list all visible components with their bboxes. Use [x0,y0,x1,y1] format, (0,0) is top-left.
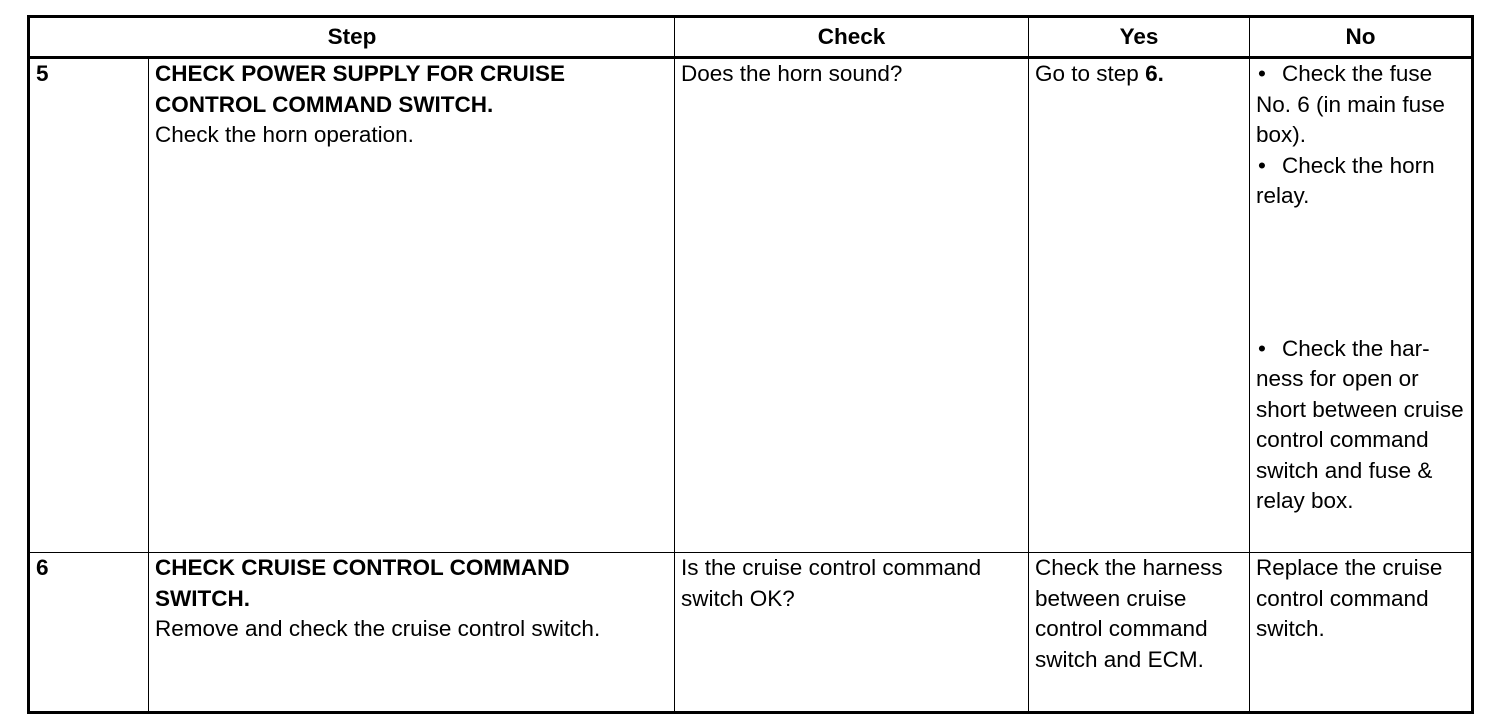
step-description: Check the horn operation. [155,122,414,147]
no-cell: Replace the cruise control command switch. [1250,553,1473,713]
no-cell [1250,58,1473,553]
header-no: No [1250,17,1473,58]
bullet-icon: • [1258,61,1266,86]
list-item [1256,334,1465,517]
step-cell [149,58,675,553]
header-yes: Yes [1029,17,1250,58]
list-item [1256,59,1465,151]
header-step: Step [29,17,675,58]
yes-prefix: Go to step [1035,61,1146,86]
no-list [1256,59,1465,517]
diagnostic-table [27,15,1474,714]
step-cell [149,553,675,713]
step-title-line2: SWITCH. [155,585,250,611]
step-number: 5 [29,58,149,553]
list-item [1256,151,1465,212]
header-check: Check [675,17,1029,58]
check-cell: Does the horn sound? [675,58,1029,553]
step-description: Remove and check the cruise control switch. [155,616,601,641]
yes-cell: Check the harness between cruise control command switch and ECM. [1029,553,1250,713]
table-row [29,58,1473,553]
step-number: 6 [29,553,149,713]
yes-cell [1029,58,1250,553]
header-row [29,17,1473,58]
bullet-icon: • [1258,335,1266,361]
no-item-text: Check the horn relay. [1256,152,1435,208]
check-cell: Is the cruise control command switch OK? [675,553,1029,713]
step-title-line1: CHECK CRUISE CONTROL COMMAND [155,555,570,580]
table-row [29,553,1473,713]
step-title-line2: CONTROL COMMAND SWITCH. [155,91,494,117]
no-item-text: Check the har-ness for open or short between cruise control command switch and fuse & relay box. [1256,335,1464,513]
bullet-icon: • [1258,152,1266,178]
no-item-text: Check the fuse No. 6 (in main fuse box). [1256,61,1445,147]
yes-step-ref: 6. [1145,61,1164,86]
step-title-line1: CHECK POWER SUPPLY FOR CRUISE [155,61,566,86]
